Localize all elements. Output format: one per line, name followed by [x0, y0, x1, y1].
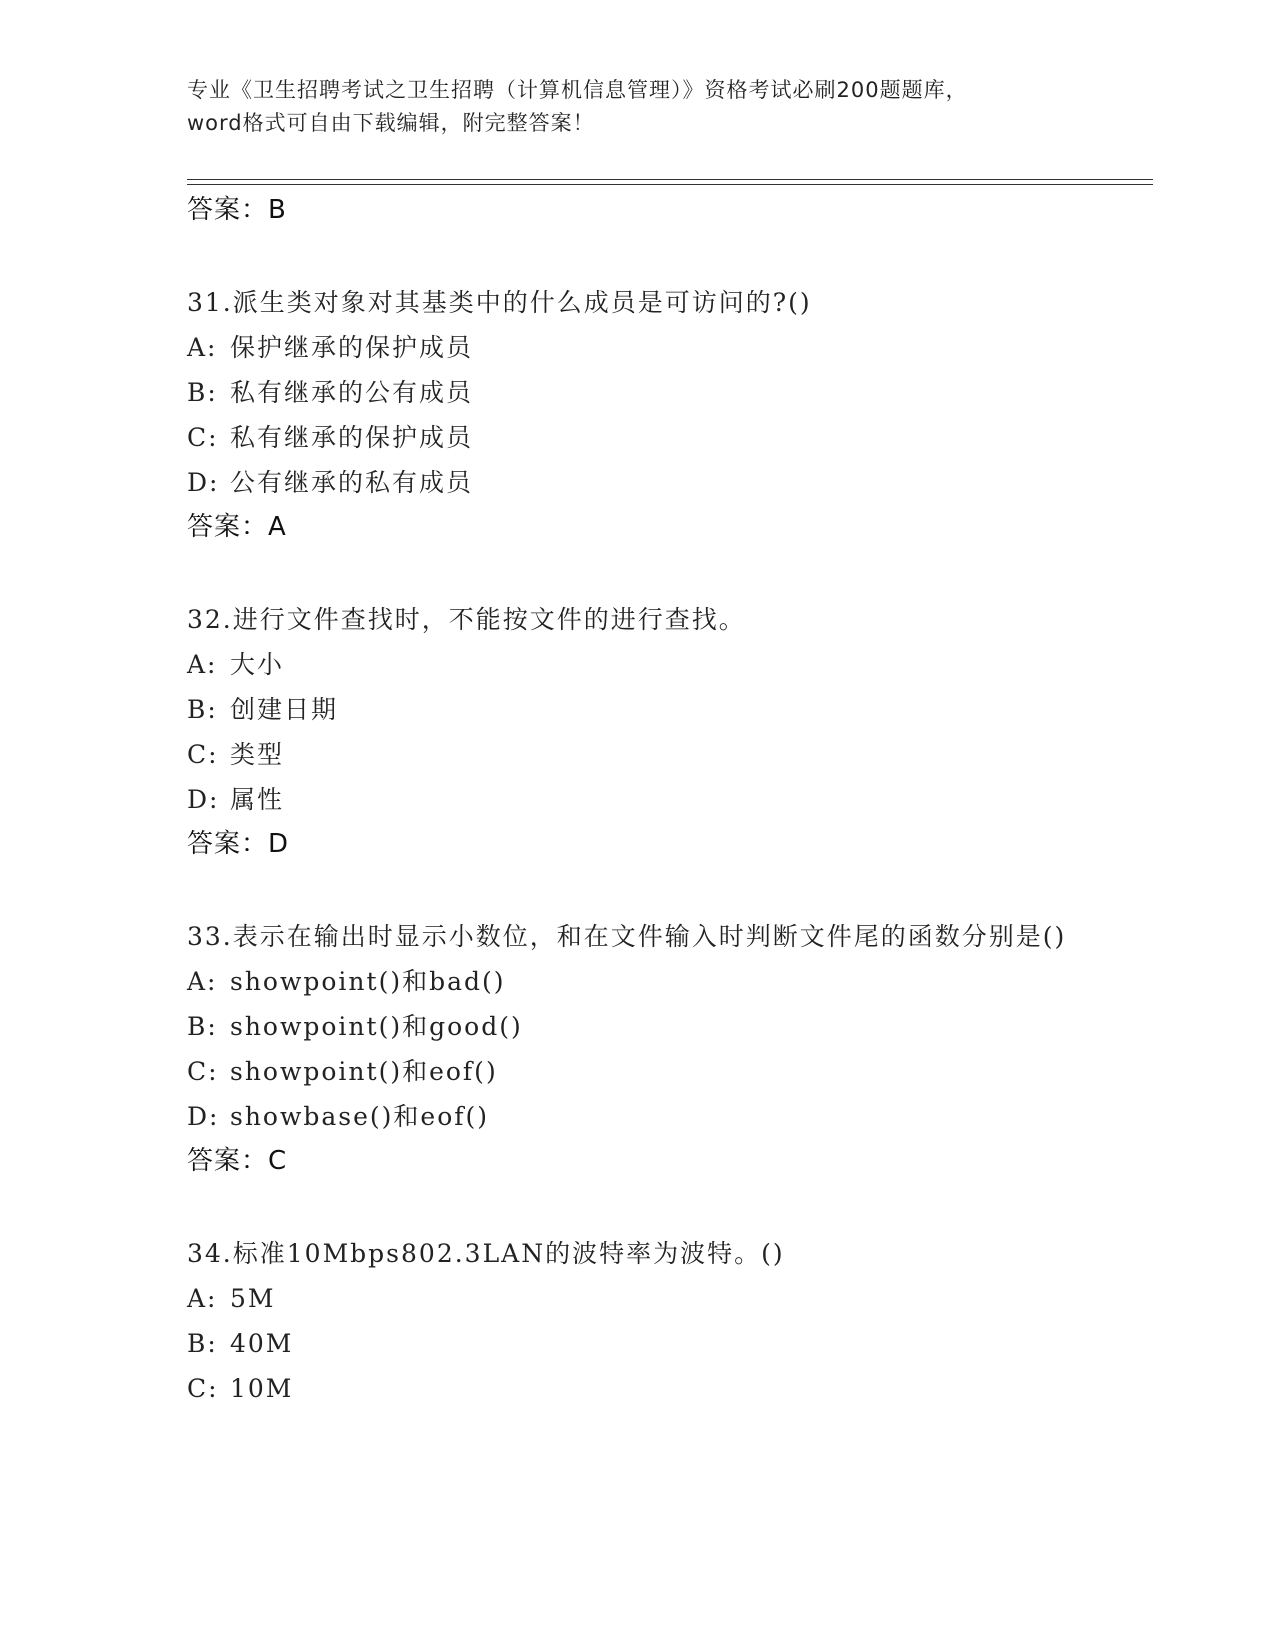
option-a	[187, 642, 1087, 687]
question-block	[187, 280, 1087, 550]
option-text: showpoint()和good()	[230, 1012, 523, 1041]
header-divider-bottom	[187, 184, 1153, 185]
option-key: C:	[187, 1374, 219, 1403]
option-d	[187, 1094, 1087, 1139]
answer-line: 答案：C	[187, 1146, 288, 1176]
option-text: showbase()和eof()	[230, 1102, 490, 1131]
option-b	[187, 1004, 1087, 1049]
option-key: D:	[187, 468, 220, 497]
option-c	[187, 415, 1087, 460]
option-key: B:	[187, 1329, 218, 1358]
option-key: A:	[187, 333, 218, 362]
option-a	[187, 959, 1087, 1004]
option-text: showpoint()和eof()	[230, 1057, 498, 1086]
option-text: 保护继承的保护成员	[230, 333, 474, 362]
option-key: A:	[187, 1284, 218, 1313]
header-line-2: word格式可自由下载编辑，附完整答案！	[187, 111, 595, 135]
option-text: showpoint()和bad()	[230, 967, 506, 996]
option-text: 公有继承的私有成员	[230, 468, 474, 497]
option-d	[187, 460, 1087, 505]
option-key: B:	[187, 695, 218, 724]
option-text: 5M	[230, 1284, 276, 1313]
question-block	[187, 1231, 1087, 1411]
header-line-1: 专业《卫生招聘考试之卫生招聘（计算机信息管理）》资格考试必刷200题题库，	[187, 78, 968, 102]
option-a	[187, 1276, 1087, 1321]
header-divider-top	[187, 179, 1153, 180]
option-key: D:	[187, 1102, 220, 1131]
answer-line: 答案：A	[187, 512, 287, 542]
option-text: 10M	[230, 1374, 294, 1403]
option-d	[187, 777, 1087, 822]
option-key: C:	[187, 1057, 219, 1086]
option-text: 属性	[230, 785, 285, 814]
question-text: 32.进行文件查找时，不能按文件的进行查找。	[187, 605, 746, 634]
option-key: C:	[187, 423, 219, 452]
question-list	[187, 188, 1087, 1411]
option-key: A:	[187, 650, 218, 679]
option-text: 类型	[230, 740, 285, 769]
option-key: C:	[187, 740, 219, 769]
option-text: 私有继承的公有成员	[230, 378, 474, 407]
option-c	[187, 732, 1087, 777]
document-header	[187, 74, 1087, 140]
option-b	[187, 370, 1087, 415]
option-c	[187, 1366, 1087, 1411]
question-text: 33.表示在输出时显示小数位，和在文件输入时判断文件尾的函数分别是()	[187, 922, 1067, 951]
option-text: 大小	[230, 650, 285, 679]
answer-line: 答案：B	[187, 195, 287, 225]
question-text: 31.派生类对象对其基类中的什么成员是可访问的?()	[187, 288, 812, 317]
option-key: A:	[187, 967, 218, 996]
option-c	[187, 1049, 1087, 1094]
option-key: B:	[187, 1012, 218, 1041]
question-text: 34.标准10Mbps802.3LAN的波特率为波特。()	[187, 1239, 785, 1268]
option-a	[187, 325, 1087, 370]
answer-line: 答案：D	[187, 829, 290, 859]
question-block	[187, 914, 1087, 1184]
option-text: 创建日期	[230, 695, 339, 724]
option-b	[187, 1321, 1087, 1366]
question-block	[187, 597, 1087, 867]
option-b	[187, 687, 1087, 732]
option-text: 40M	[230, 1329, 294, 1358]
option-key: D:	[187, 785, 220, 814]
option-key: B:	[187, 378, 218, 407]
option-text: 私有继承的保护成员	[230, 423, 474, 452]
